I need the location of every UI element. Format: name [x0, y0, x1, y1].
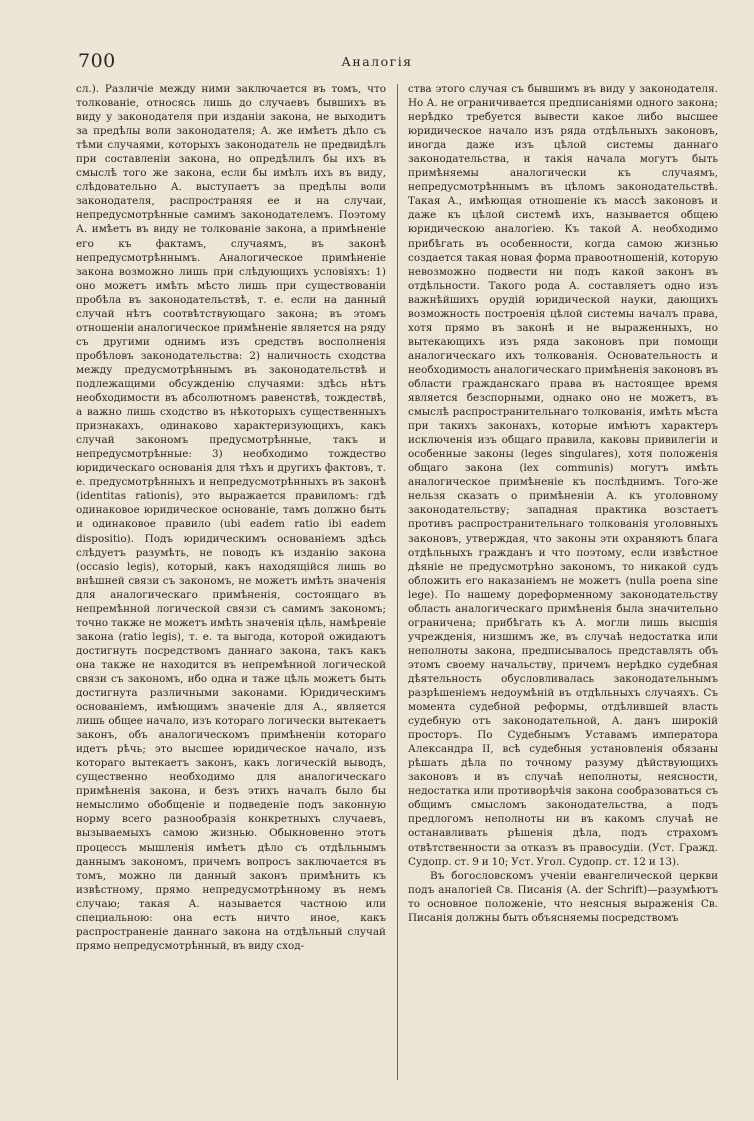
running-head: Аналогія	[341, 54, 413, 69]
page-number: 700	[78, 50, 116, 72]
left-column	[76, 82, 386, 1082]
column-divider	[397, 84, 398, 1080]
left-column-text: сл.). Различіе между ними заключается въ томъ, что толкованіе, относясь лишь до случаевъ бывшихъ въ виду у законодателя при изданіи закона, не выходитъ за предѣлы воли законодателя; А. же имѣетъ дѣло съ тѣми случаями, которыхъ законодатель не предвидѣлъ при составленіи закона, но опредѣлилъ бы ихъ въ смыслѣ того же закона, если бы имѣлъ ихъ въ виду, слѣдовательно А. выступаетъ за предѣлы воли законодателя, распространяя ее и на случаи, непредусмотрѣнные самимъ законодателемъ. Поэтому А. имѣетъ въ виду не толкованіе закона, а примѣненіе его къ фактамъ, случаямъ, въ законѣ непредусмотрѣннымъ. Аналогическое примѣненіе закона возможно лишь при слѣдующихъ условіяхъ: 1) оно можетъ имѣть мѣсто лишь при существованіи пробѣла въ законодательствѣ, т. е. если на данный случай нѣтъ соотвѣтствующаго закона; въ этомъ отношеніи аналогическое примѣненіе является на ряду съ другими однимъ изъ средствъ восполненія пробѣловъ законодательства: 2) наличность сходства между предусмотрѣннымъ въ законодательствѣ и подлежащими обсужденію случаями: здѣсь нѣтъ необходимости въ абсолютномъ равенствѣ, тождествѣ, а важно лишь сходство въ нѣкоторыхъ существенныхъ признакахъ, одинаково характеризующихъ, какъ случай закономъ предусмотрѣнные, такъ и непредусмотрѣнные: 3) необходимо тождество юридическаго основанія для тѣхъ и другихъ фактовъ, т. е. предусмотрѣнныхъ и непредусмотрѣнныхъ въ законѣ (identitas rationis), это выражается правиломъ: гдѣ одинаковое юридическое основаніе, тамъ должно быть и одинаковое правило (ubi eadem ratio ibi eadem dispositio). Подъ юридическимъ основаніемъ здѣсь слѣдуетъ разумѣть, не поводъ къ изданію закона (occasio legis), который, какъ находящійся лишь во внѣшней связи съ закономъ, не можетъ имѣть значенія для аналогическаго примѣненія, состоящаго въ непремѣнной логической связи съ самимъ закономъ; точно также не можетъ имѣть значенія цѣль, намѣреніе закона (ratio legis), т. е. та выгода, которой ожидаютъ достигнуть посредствомъ даннаго закона, такъ какъ она также не находится въ непремѣнной логической связи съ закономъ, ибо одна и таже цѣль можетъ быть достигнута различными законами. Юридическимъ основаніемъ, имѣющимъ значеніе для А., является лишь общее начало, изъ котораго логически вытекаетъ законъ, объ аналогическомъ примѣненіи котораго идетъ рѣчь; это высшее юридическое начало, изъ котораго вытекаетъ законъ, какъ логическій выводъ, существенно необходимо для аналогическаго примѣненія закона, и безъ этихъ началъ было бы немыслимо обобщеніе и подведеніе подъ законную норму всего разнообразія конкретныхъ случаевъ, вызываемыхъ самою жизнью. Обыкновенно этотъ процессъ мышленія имѣетъ дѣло съ отдѣльнымъ даннымъ закономъ, причемъ вопросъ заключается въ томъ, можно ли данный законъ примѣнить къ извѣстному, прямо непредусмотрѣнному въ немъ случаю; такая А. называется частною или специальною: она есть ничто иное, какъ распространеніе даннаго закона на отдѣльный случай прямо непредусмотрѣнный, въ виду сход-	[76, 83, 386, 952]
page-header	[74, 50, 680, 72]
right-column-paragraph-1: ства этого случая съ бывшимъ въ виду у законодателя. Но А. не ограничивается предписаніями одного закона; нерѣдко требуется вывести какое либо высшее юридическое начало изъ ряда отдѣльныхъ законовъ, иногда даже изъ цѣлой системы даннаго законодательства, и такія начала могутъ быть примѣняемы аналогически къ случаямъ, непредусмотрѣннымъ въ цѣломъ законодательствѣ. Такая А., имѣющая отношеніе къ массѣ законовъ и даже къ цѣлой системѣ ихъ, называется общею юридическою аналогіею. Къ такой А. необходимо прибѣгать въ особенности, когда самою жизнью создается такая новая форма правоотношеній, которую невозможно подвести ни подъ какой законъ въ отдѣльности. Такого рода А. составляетъ одно изъ важнѣйшихъ орудій юридической науки, дающихъ возможность построенія цѣлой системы началъ права, хотя прямо въ законѣ и не выраженныхъ, но вытекающихъ изъ ряда законовъ при помощи аналогическаго ихъ толкованія. Основательность и необходимость аналогическаго примѣненія законовъ въ области гражданскаго права въ настоящее время является безспорными, однако оно не можетъ, въ смыслѣ распространительнаго толкованія, имѣть мѣста при такихъ законахъ, которые имѣютъ характеръ исключенія изъ общаго правила, каковы привилегіи и особенные законы (leges singulares), хотя положенія общаго закона (lex communis) могутъ имѣть аналогическое примѣненіе къ послѣднимъ. Того-же нельзя сказать о примѣненіи А. къ уголовному законодательству; западная практика возстаетъ противъ распространительнаго толкованія уголовныхъ законовъ, утверждая, что законы эти охраняютъ блага отдѣльныхъ гражданъ и что поэтому, если извѣстное дѣяніе не предусмотрѣно закономъ, то никакой судъ обложить его наказаніемъ не можетъ (nulla poena sine lege). По нашему дореформенному законодательству область аналогическаго примѣненія была значительно ограничена; прибѣгать къ А. могли лишь высшія учрежденія, низшимъ же, въ случаѣ недостатка или неполноты закона, предписывалось представлять объ этомъ своему начальству, причемъ нерѣдко судебная дѣятельность обусловливалась законодательнымъ разрѣшеніемъ недоумѣній въ отдѣльныхъ случаяхъ. Съ момента судебной реформы, отдѣлившей власть судебную отъ законодательной, А. данъ широкій просторъ. По Судебнымъ Уставамъ императора Александра II, всѣ судебныя установленія обязаны рѣшать дѣла по точному разуму дѣйствующихъ законовъ и въ случаѣ неполноты, неясности, недостатка или противорѣчія закона сообразоваться съ общимъ смысломъ законодательства, а подъ предлогомъ неполноты ни въ какомъ случаѣ не останавливать рѣшенія дѣла, подъ страхомъ отвѣтственности за отказъ въ правосудіи. (Уст. Гражд. Судопр. ст. 9 и 10; Уст. Угол. Судопр. ст. 12 и 13).	[408, 83, 718, 868]
right-column-paragraph-2: Въ богословскомъ ученіи евангелической церкви подъ аналогіей Св. Писанія (A. der Schrift)—разумѣютъ то основное положеніе, что неясныя выраженія Св. Писанія должны быть объясняемы посредствомъ	[408, 869, 718, 924]
right-column	[408, 82, 718, 1082]
